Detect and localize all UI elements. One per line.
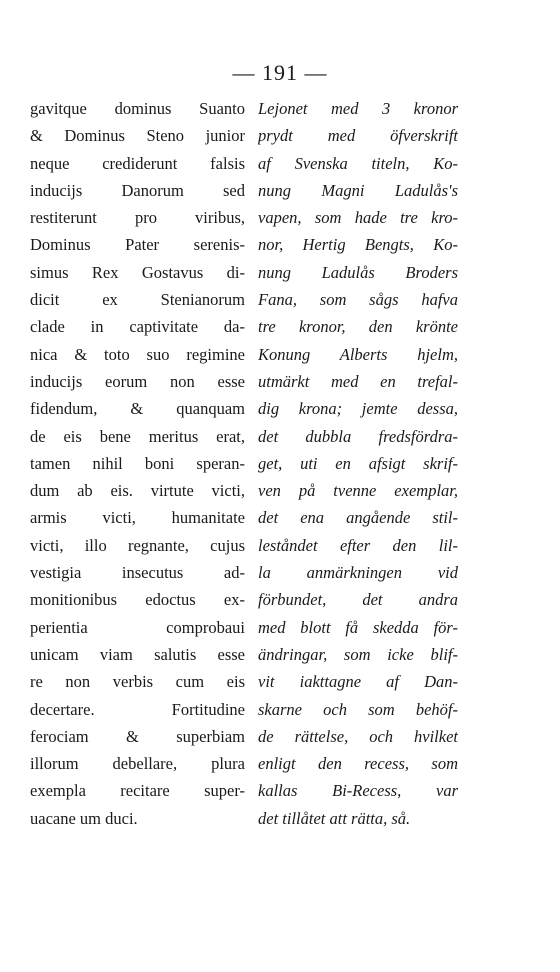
latin-text-line: nica & toto suo regimine xyxy=(30,344,245,364)
swedish-text-line: kallas Bi-Recess, var xyxy=(258,781,458,801)
latin-text-line: illorum debellare, plura xyxy=(30,754,245,774)
swedish-text-line: la anmärkningen vid xyxy=(258,563,458,583)
latin-text-line: decertare. Fortitudine xyxy=(30,699,245,719)
swedish-text-line: det dubbla fredsfördra- xyxy=(258,426,458,446)
latin-text-column xyxy=(30,95,245,832)
swedish-text-line: vit iakttagne af Dan- xyxy=(258,672,458,692)
latin-text-line: neque crediderunt falsis xyxy=(30,153,245,173)
swedish-text-line: get, uti en afsigt skrif- xyxy=(258,453,458,473)
swedish-text-line: nung Ladulås Broders xyxy=(258,262,458,282)
swedish-text-column xyxy=(258,95,458,832)
latin-text-line: victi, illo regnante, cujus xyxy=(30,535,245,555)
swedish-text-line: Konung Alberts hjelm, xyxy=(258,344,458,364)
latin-text-line: monitionibus edoctus ex- xyxy=(30,590,245,610)
latin-text-line: armis victi, humanitate xyxy=(30,508,245,528)
swedish-text-line: vapen, som hade tre kro- xyxy=(258,208,458,228)
swedish-text-line: Fana, som sågs hafva xyxy=(258,290,458,310)
swedish-text-line: skarne och som behöf- xyxy=(258,699,458,719)
latin-text-line: inducijs Danorum sed xyxy=(30,180,245,200)
latin-text-line: simus Rex Gostavus di- xyxy=(30,262,245,282)
latin-text-line: uacane um duci. xyxy=(30,808,138,828)
latin-text-line: unicam viam salutis esse xyxy=(30,644,245,664)
page-number-header: — 191 — xyxy=(232,60,328,85)
latin-text-line: clade in captivitate da- xyxy=(30,317,245,337)
latin-text-line: gavitque dominus Suanto xyxy=(30,99,245,118)
swedish-text-line: nung Magni Ladulås's xyxy=(258,180,458,200)
swedish-text-line: prydt med öfverskrift xyxy=(258,126,458,146)
swedish-text-line: förbundet, det andra xyxy=(258,590,458,610)
swedish-text-line: ändringar, som icke blif- xyxy=(258,644,458,664)
swedish-text-line: tre kronor, den krönte xyxy=(258,317,458,337)
swedish-text-line: det ena angående stil- xyxy=(258,508,458,528)
latin-text-line: fidendum, & quanquam xyxy=(30,399,245,419)
swedish-text-line: Lejonet med 3 kronor xyxy=(258,99,458,118)
latin-text-line: perientia comprobaui xyxy=(30,617,245,637)
swedish-text-line: nor, Hertig Bengts, Ko- xyxy=(258,235,458,255)
swedish-text-line: leståndet efter den lil- xyxy=(258,535,458,555)
swedish-text-line: det tillåtet att rätta, så. xyxy=(258,808,411,828)
swedish-text-line: dig krona; jemte dessa, xyxy=(258,399,458,419)
swedish-text-line: enligt den recess, som xyxy=(258,754,458,774)
latin-text-line: restiterunt pro viribus, xyxy=(30,208,245,228)
swedish-text-line: af Svenska titeln, Ko- xyxy=(258,153,458,173)
latin-text-line: vestigia insecutus ad- xyxy=(30,563,245,583)
swedish-text-line: utmärkt med en trefal- xyxy=(258,371,458,391)
latin-text-line: dum ab eis. virtute victi, xyxy=(30,481,245,501)
latin-text-line: & Dominus Steno junior xyxy=(30,126,245,146)
swedish-text-line: de rättelse, och hvilket xyxy=(258,726,458,746)
latin-text-line: re non verbis cum eis xyxy=(30,672,245,692)
latin-text-line: ferociam & superbiam xyxy=(30,726,245,746)
latin-text-line: exempla recitare super- xyxy=(30,781,245,801)
latin-text-line: Dominus Pater serenis- xyxy=(30,235,245,255)
latin-text-line: inducijs eorum non esse xyxy=(30,371,245,391)
swedish-text-line: med blott få skedda för- xyxy=(258,617,458,637)
latin-text-line: dicit ex Stenianorum xyxy=(30,290,245,310)
swedish-text-line: ven på tvenne exemplar, xyxy=(258,481,458,501)
latin-text-line: de eis bene meritus erat, xyxy=(30,426,245,446)
latin-text-line: tamen nihil boni speran- xyxy=(30,453,245,473)
